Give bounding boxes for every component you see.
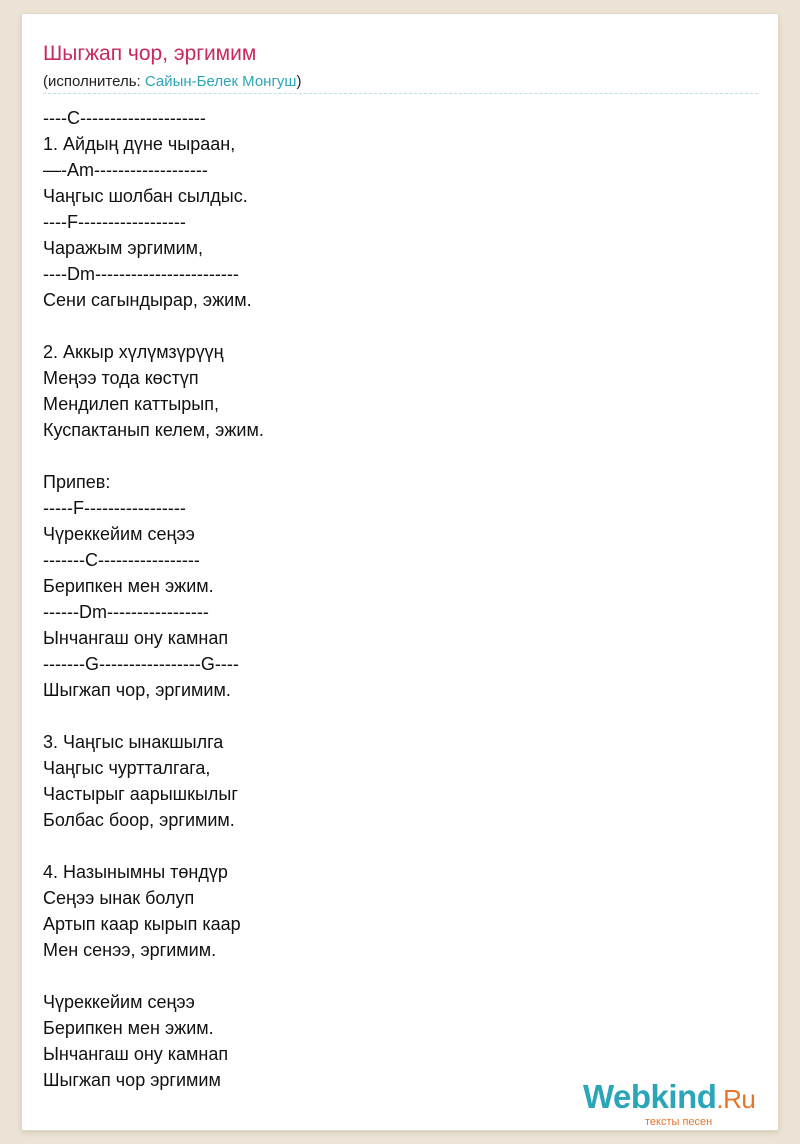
lyric-line: Чаңгыс шолбан сылдыс. [43,186,248,206]
lyric-line: ----Dm------------------------ [43,264,239,284]
lyric-line: Ынчангаш ону камнап [43,628,229,648]
lyric-line: Сеңээ ынак болуп [43,888,195,908]
lyric-line: Чүреккейим сеңээ [43,524,195,544]
artist-suffix: ) [296,73,302,90]
lyric-line: Чаңгыс чуртталгага, [43,758,211,778]
lyric-line: ------Dm----------------- [43,602,209,622]
lyric-line: Шыгжап чор эргимим [43,1070,221,1090]
site-logo[interactable] [583,1078,773,1130]
logo-wordmark [583,1078,755,1116]
header-divider [43,93,758,94]
logo-tagline: тексты песен [645,1116,713,1128]
lyric-line: -----F----------------- [43,498,186,518]
lyric-line: 1. Айдың дүне чыраан, [43,134,236,154]
logo-main-text: Webkind [583,1078,717,1115]
lyric-line: Шыгжап чор, эргимим. [43,680,231,700]
lyric-line: Мен сенээ, эргимим. [43,940,217,960]
lyric-line: 2. Аккыр хүлүмзүрүүң [43,342,224,362]
artist-line [43,73,301,90]
lyric-line: Ынчангаш ону камнап [43,1044,229,1064]
song-title: Шыгжап чор, эргимим [43,42,257,65]
lyric-line: ----C--------------------- [43,108,206,128]
lyric-line: -------C----------------- [43,550,200,570]
lyric-line: 4. Назынымны төндүр [43,862,228,882]
lyric-line: Меңээ тода көстүп [43,368,199,388]
lyric-line: Болбас боор, эргимим. [43,810,235,830]
artist-link[interactable]: Сайын-Белек Монгуш [144,73,297,90]
lyric-line: Мендилеп каттырып, [43,394,219,414]
logo-tld: .Ru [716,1084,756,1114]
lyric-line: Чүреккейим сеңээ [43,992,195,1012]
lyric-line [43,833,743,859]
lyric-line: Частырыг аарышкылыг [43,784,238,804]
lyric-line: Артып каар кырып каар [43,914,241,934]
lyric-line: 3. Чаңгыс ынакшылга [43,732,224,752]
lyric-line: Чаражым эргимим, [43,238,204,258]
lyric-line: Куспактанып келем, эжим. [43,420,264,440]
lyric-line: Припев: [43,472,111,492]
lyric-line: ----F------------------ [43,212,186,232]
artist-prefix: (исполнитель: [43,73,145,90]
lyric-line: Берипкен мен эжим. [43,576,214,596]
lyric-line: Сени сагындырар, эжим. [43,290,252,310]
lyric-line: -------G-----------------G---- [43,654,239,674]
lyric-line [43,443,743,469]
lyric-line [43,703,743,729]
lyric-line [43,313,743,339]
lyric-line: Берипкен мен эжим. [43,1018,214,1038]
lyric-line: —-Am------------------- [43,160,208,180]
lyrics-block [43,105,743,1093]
lyric-line [43,963,743,989]
